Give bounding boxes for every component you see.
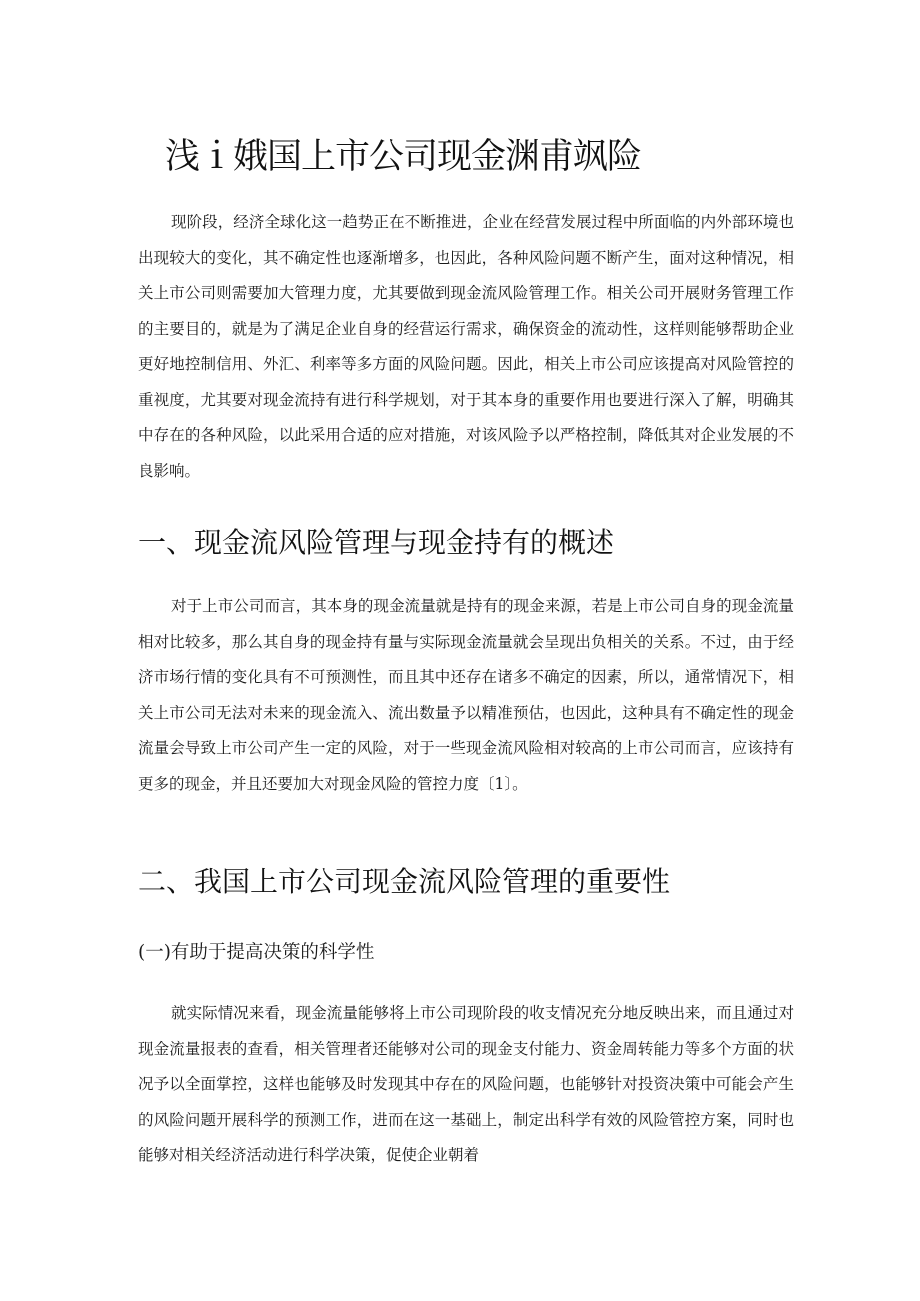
section-2-sub-1-paragraph: 就实际情况来看，现金流量能够将上市公司现阶段的收支情况充分地反映出来，而且通过对现金流量报表的查看，相关管理者还能够对公司的现金支付能力、资金周转能力等多个方面的状况予以全面掌控，这样也能够及时发现其中存在的风险问题，也能够针对投资决策中可能会产生的风险问题开展科学的预测工作，进而在这一基础上，制定出科学有效的风险管控方案，同时也能够对相关经济活动进行科学决策，促使企业朝着 bbox=[138, 1004, 794, 1164]
document-title: 浅ｉ娥国上市公司现金渊甫飒险 bbox=[165, 137, 642, 177]
intro-paragraph: 现阶段，经济全球化这一趋势正在不断推进，企业在经营发展过程中所面临的内外部环境也出现较大的变化，其不确定性也逐渐增多，也因此，各种风险问题不断产生，面对这种情况，相关上市公司则需要加大管理力度，尤其要做到现金流风险管理工作。相关公司开展财务管理工作的主要目的，就是为了满足企业自身的经营运行需求，确保资金的流动性，这样则能够帮助企业更好地控制信用、外汇、利率等多方面的风险问题。因此，相关上市公司应该提高对风险管控的重视度，尤其要对现金流持有进行科学规划，对于其本身的重要作用也要进行深入了解，明确其中存在的各种风险，以此采用合适的应对措施，对该风险予以严格控制，降低其对企业发展的不良影响。 bbox=[138, 213, 794, 480]
section-1-heading: 一、现金流风险管理与现金持有的概述 bbox=[138, 526, 615, 559]
section-2-subheading-1: (一)有助于提高决策的科学性 bbox=[138, 942, 375, 963]
section-2-heading: 二、我国上市公司现金流风险管理的重要性 bbox=[138, 865, 671, 898]
section-1-paragraph: 对于上市公司而言，其本身的现金流量就是持有的现金来源，若是上市公司自身的现金流量相对比较多，那么其自身的现金持有量与实际现金流量就会呈现出负相关的关系。不过，由于经济市场行情的变化具有不可预测性，而且其中还存在诸多不确定的因素，所以，通常情况下，相关上市公司无法对未来的现金流入、流出数量予以精准预估，也因此，这种具有不确定性的现金流量会导致上市公司产生一定的风险，对于一些现金流风险相对较高的上市公司而言，应该持有更多的现金，并且还要加大对现金风险的管控力度〔1〕。 bbox=[138, 597, 794, 793]
